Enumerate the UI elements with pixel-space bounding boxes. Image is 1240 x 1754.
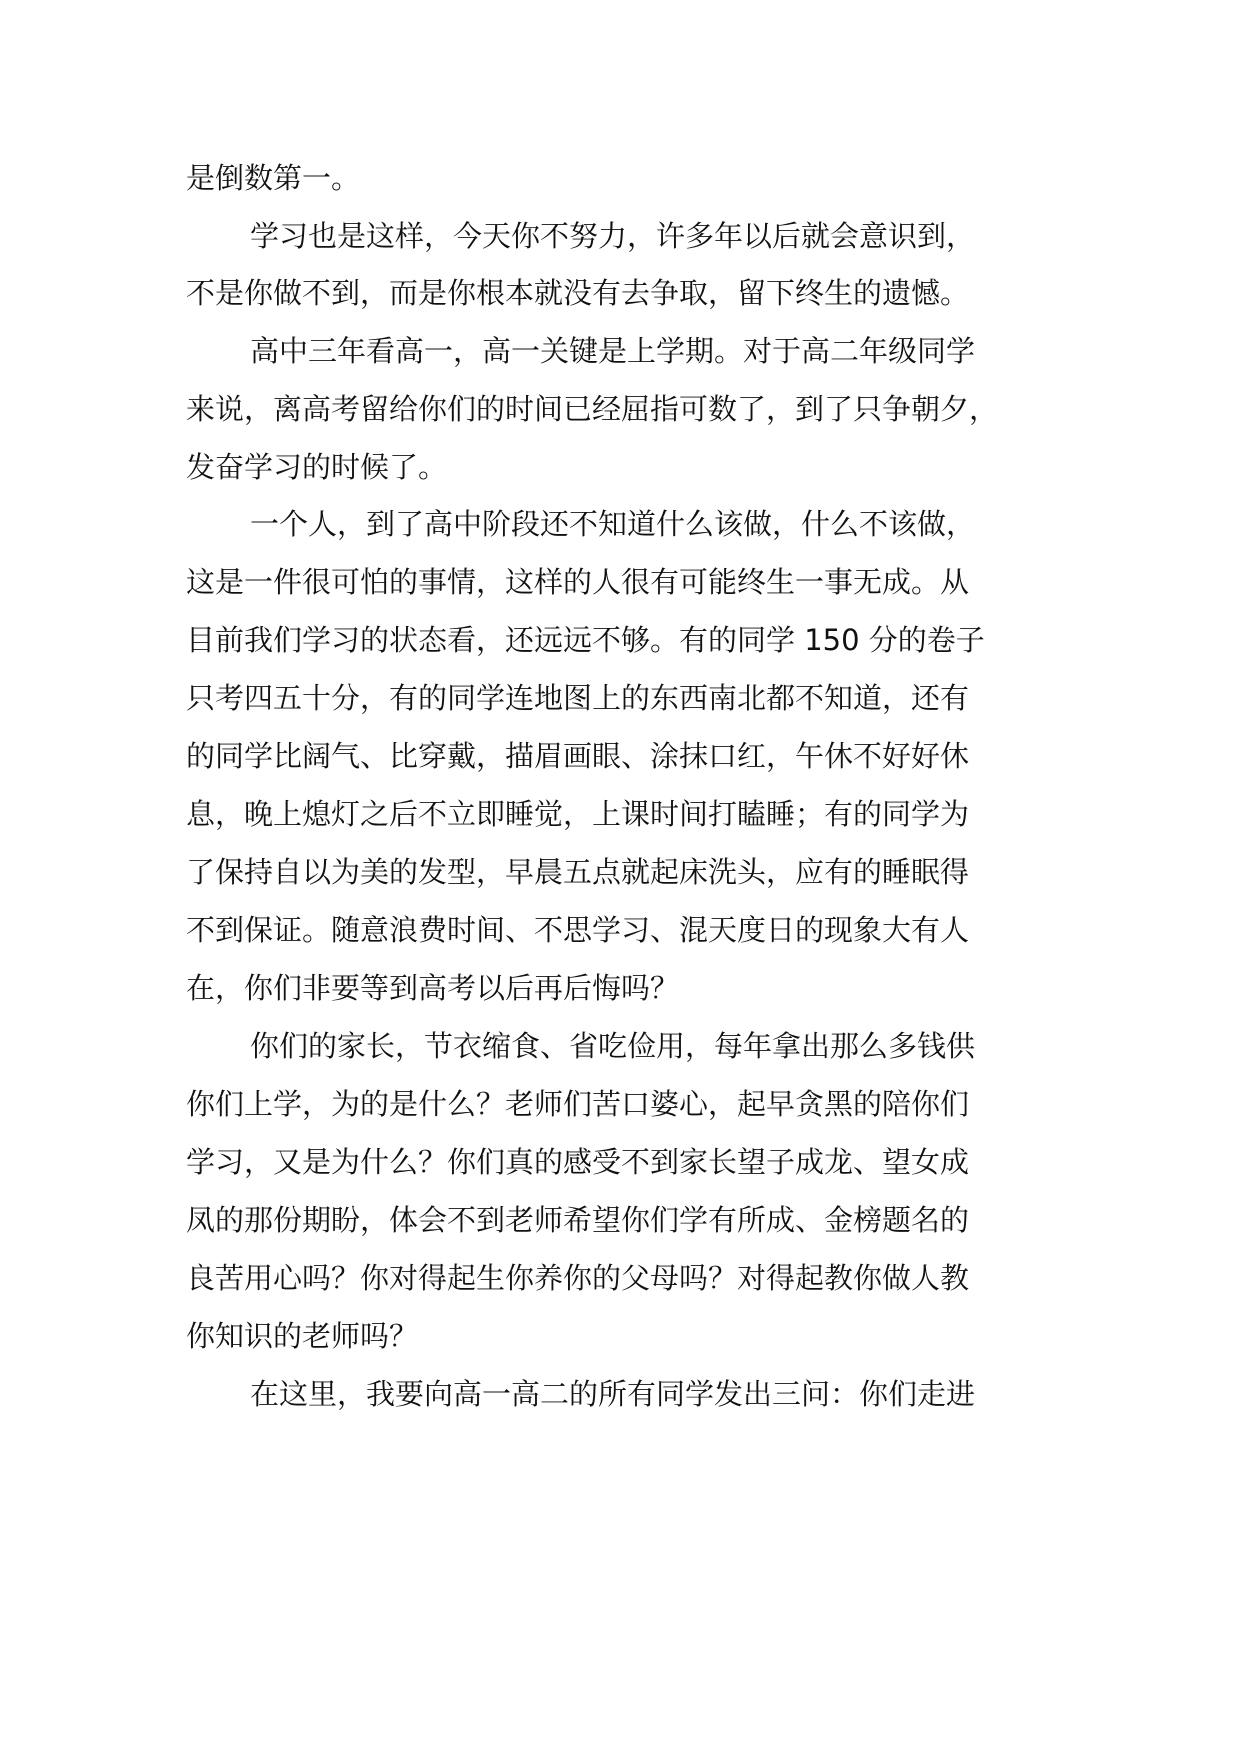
text-line: 了保持自以为美的发型，早晨五点就起床洗头，应有的睡眠得: [186, 855, 970, 889]
text-line: 不到保证。随意浪费时间、不思学习、混天度日的现象大有人: [186, 913, 970, 947]
text-line: 凤的那份期盼，体会不到老师希望你们学有所成、金榜题名的: [186, 1203, 970, 1237]
text-line: 不是你做不到，而是你根本就没有去争取，留下终生的遗憾。: [186, 276, 970, 310]
paragraph-first-line: 学习也是这样，今天你不努力，许多年以后就会意识到，: [250, 219, 976, 253]
text-line: 发奋学习的时候了。: [186, 450, 448, 484]
paragraph-first-line: 你们的家长，节衣缩食、省吃俭用，每年拿出那么多钱供: [250, 1029, 976, 1063]
text-line: 息，晚上熄灯之后不立即睡觉，上课时间打瞌睡；有的同学为: [186, 797, 970, 831]
text-line: 你知识的老师吗？: [186, 1319, 419, 1353]
text-line: 只考四五十分，有的同学连地图上的东西南北都不知道，还有: [186, 681, 970, 715]
paragraph-first-line: 一个人，到了高中阶段还不知道什么该做，什么不该做，: [250, 507, 976, 541]
paragraph-first-line: 高中三年看高一，高一关键是上学期。对于高二年级同学: [250, 334, 976, 368]
text-line: 你们上学，为的是什么？老师们苦口婆心，起早贪黑的陪你们: [186, 1087, 970, 1121]
text-line: 这是一件很可怕的事情，这样的人很有可能终生一事无成。从: [186, 565, 970, 599]
text-line: 的同学比阔气、比穿戴，描眉画眼、涂抹口红，午休不好好休: [186, 739, 970, 773]
text-line: 良苦用心吗？你对得起生你养你的父母吗？对得起教你做人教: [186, 1261, 970, 1295]
text-line: 在，你们非要等到高考以后再后悔吗？: [186, 971, 680, 1005]
text-line: 是倒数第一。: [186, 161, 361, 195]
text-line: 学习，又是为什么？你们真的感受不到家长望子成龙、望女成: [186, 1145, 970, 1179]
text-line: 目前我们学习的状态看，还远远不够。有的同学 150 分的卷子: [186, 623, 985, 657]
text-line: 来说，离高考留给你们的时间已经屈指可数了，到了只争朝夕，: [186, 392, 999, 426]
paragraph-first-line: 在这里，我要向高一高二的所有同学发出三问：你们走进: [250, 1377, 976, 1411]
